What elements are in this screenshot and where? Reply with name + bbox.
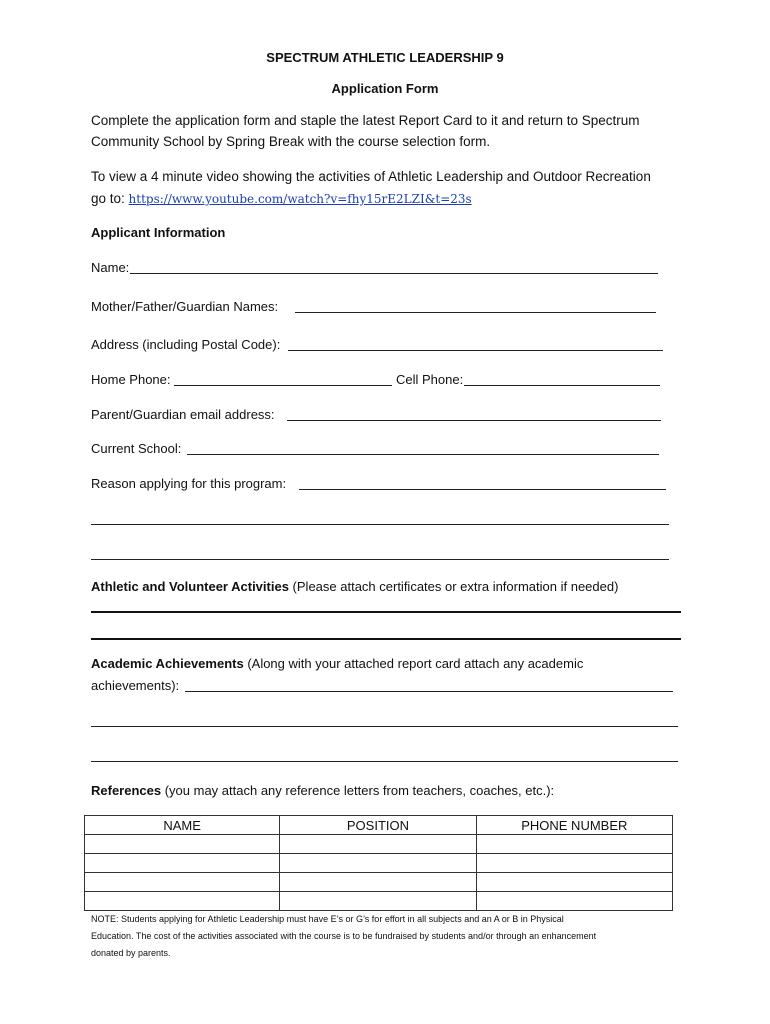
- athletic-heading: Athletic and Volunteer Activities: [91, 579, 289, 594]
- reference-position-cell[interactable]: [280, 854, 476, 873]
- video-prefix: go to:: [91, 191, 129, 206]
- reference-name-cell[interactable]: [85, 873, 280, 892]
- guardian-field[interactable]: [295, 312, 656, 313]
- page-title: SPECTRUM ATHLETIC LEADERSHIP 9: [266, 50, 504, 65]
- reference-position-cell[interactable]: [280, 835, 476, 854]
- reference-phone-cell[interactable]: [476, 892, 672, 911]
- athletic-field-line-1[interactable]: [91, 611, 681, 613]
- page-subtitle: Application Form: [331, 81, 439, 96]
- column-header-name: NAME: [85, 816, 280, 835]
- footer-note-1: NOTE: Students applying for Athletic Leadership must have E’s or G’s for effort in all subjects and an A or B in Physical: [91, 914, 564, 924]
- footer-note-2: Education. The cost of the activities associated with the course is to be fundraised by students and/or through an enhancement: [91, 931, 597, 941]
- reason-label: Reason applying for this program:: [91, 476, 287, 491]
- reference-phone-cell[interactable]: [476, 835, 672, 854]
- email-label: Parent/Guardian email address:: [91, 407, 275, 422]
- footer-note-3: donated by parents.: [91, 948, 171, 958]
- cell-phone-label: Cell Phone:: [396, 372, 464, 387]
- academic-field-line-3[interactable]: [91, 761, 678, 762]
- column-header-phone: PHONE NUMBER: [476, 816, 672, 835]
- references-heading: References: [91, 783, 162, 798]
- intro-line-1: Complete the application form and staple the latest Report Card to it and return to Spectrum: [91, 113, 640, 128]
- table-row: [85, 892, 673, 911]
- table-row: [85, 854, 673, 873]
- name-field[interactable]: [130, 273, 658, 274]
- reference-name-cell[interactable]: [85, 835, 280, 854]
- reason-field-line-3[interactable]: [91, 559, 669, 560]
- academic-field[interactable]: [185, 691, 673, 692]
- academic-note-2: achievements):: [91, 678, 180, 693]
- applicant-heading: Applicant Information: [91, 225, 226, 240]
- academic-heading-line: [91, 656, 583, 672]
- references-heading-line: [91, 783, 554, 799]
- intro-line-2: Community School by Spring Break with the course selection form.: [91, 134, 491, 149]
- athletic-field-line-2[interactable]: [91, 638, 681, 640]
- email-field[interactable]: [287, 420, 661, 421]
- table-row: [85, 873, 673, 892]
- address-field[interactable]: [288, 350, 663, 351]
- table-row: [85, 835, 673, 854]
- reference-name-cell[interactable]: [85, 892, 280, 911]
- academic-note: (Along with your attached report card attach any academic: [243, 656, 584, 671]
- home-phone-label: Home Phone:: [91, 372, 171, 387]
- video-line-2: [91, 191, 472, 207]
- references-note: (you may attach any reference letters from teachers, coaches, etc.):: [161, 783, 555, 798]
- name-label: Name:: [91, 260, 130, 275]
- academic-heading: Academic Achievements: [91, 656, 244, 671]
- references-table: [84, 815, 673, 911]
- cell-phone-field[interactable]: [464, 385, 660, 386]
- reference-position-cell[interactable]: [280, 892, 476, 911]
- reference-phone-cell[interactable]: [476, 873, 672, 892]
- academic-field-line-2[interactable]: [91, 726, 678, 727]
- reason-field[interactable]: [299, 489, 666, 490]
- guardian-label: Mother/Father/Guardian Names:: [91, 299, 279, 314]
- athletic-note: (Please attach certificates or extra information if needed): [288, 579, 619, 594]
- table-header-row: [85, 816, 673, 835]
- column-header-position: POSITION: [280, 816, 476, 835]
- reference-name-cell[interactable]: [85, 854, 280, 873]
- school-label: Current School:: [91, 441, 182, 456]
- address-label: Address (including Postal Code):: [91, 337, 281, 352]
- school-field[interactable]: [187, 454, 659, 455]
- reference-position-cell[interactable]: [280, 873, 476, 892]
- home-phone-field[interactable]: [174, 385, 392, 386]
- video-line-1: To view a 4 minute video showing the activities of Athletic Leadership and Outdoor Recreation: [91, 169, 651, 184]
- reference-phone-cell[interactable]: [476, 854, 672, 873]
- athletic-heading-line: [91, 579, 618, 595]
- video-link[interactable]: https://www.youtube.com/watch?v=fhy15rE2LZI&t=23s: [128, 192, 472, 206]
- reason-field-line-2[interactable]: [91, 524, 669, 525]
